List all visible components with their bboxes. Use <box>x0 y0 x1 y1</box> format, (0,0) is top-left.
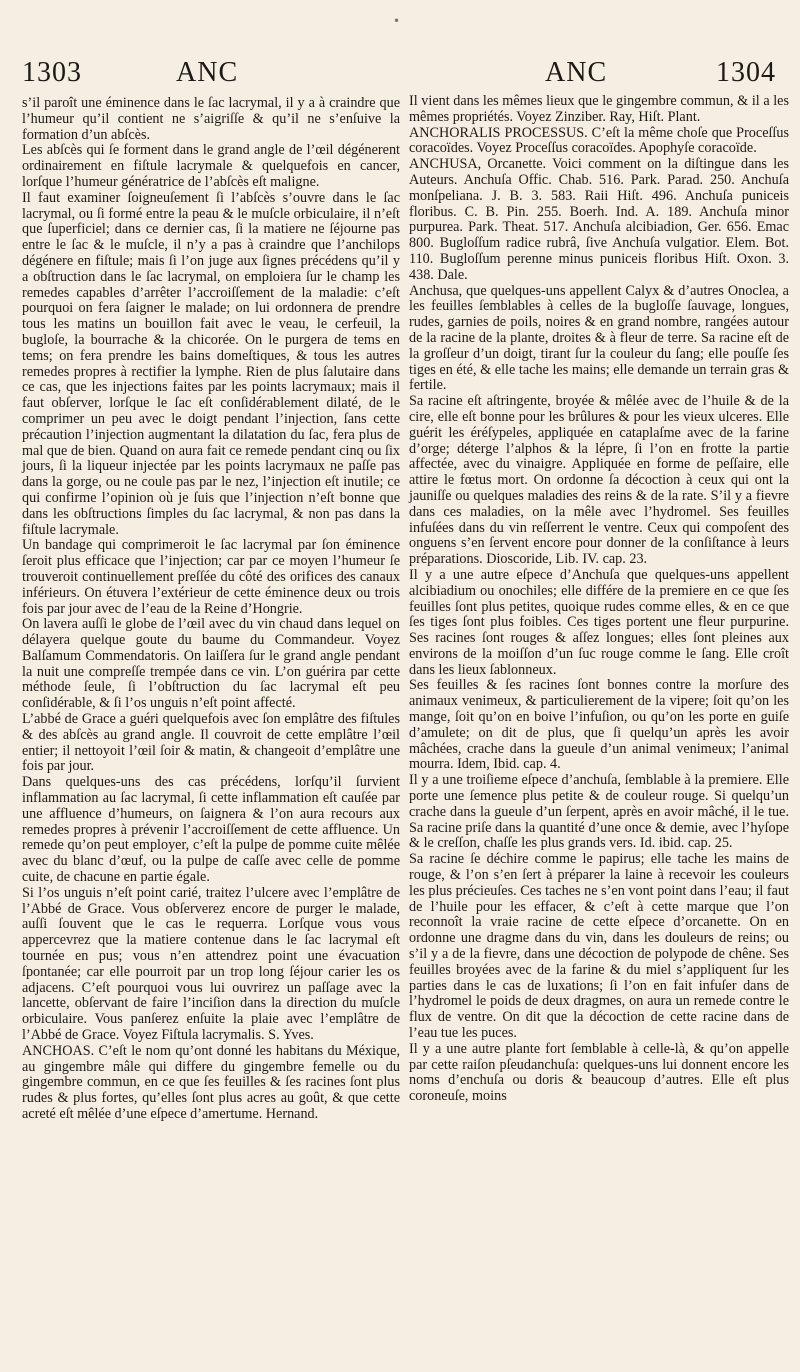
paragraph: Dans quelques-uns des cas précédens, lorſqu’il ſurvient inflammation au ſac lacrymal, ſi cette inflammation eſt cauſée par une affluence d’humeurs, on ſaignera & l’on aura recours aux remedes propres à prévenir l’accroiſſement de cette affluence. Un remede qu’on peut employer, c’eſt la pulpe de pomme cuite mêlée avec du blanc d’œuf, ou la pulpe de caſſe avec celle de pomme cuite, de chacune en partie égale. <box>22 774 400 886</box>
page-speck: • <box>393 14 401 28</box>
paragraph: Un bandage qui comprimeroit le ſac lacrymal par ſon éminence ſeroit plus efficace que l’injection; car par ce moyen l’humeur ſe trouveroit continuellement preſſée du côté des orifices des canaux inférieurs. On étuvera l’extérieur de cette éminence deux ou trois fois par jour avec de l’eau de la Reine d’Hongrie. <box>22 537 400 617</box>
entry-anchusa: ANCHUSA, Orcanette. Voici comment on la diſtingue dans les Auteurs. Anchuſa Offic. Chab. 516. Park. Parad. 250. Anchuſa monſpeliana. J. B. 3. 583. Raii Hiſt. 496. Anchuſa puniceis floribus. C. B. Pin. 255. Boerh. Ind. A. 189. Anchuſa minor purpurea. Park. Theat. 517. Anchuſa alcibiadion, Ger. 656. Emac 800. Bugloſſum radice rubrâ, ſive Anchuſa vulgatior. Elem. Bot. 110. Bugloſſum perenne minus puniceis floribus Hiſt. Oxon. 3. 438. Dale. <box>409 156 789 283</box>
entry-anchoralis-processus: ANCHORALIS PROCESSUS. C’eſt la même choſe que Proceſſus coracoïdes. Voyez Proceſſus coracoïdes. Apophyſe coracoïde. <box>409 124 789 157</box>
paragraph: Sa racine ſe déchire comme le papirus; elle tache les mains de rouge, & l’on s’en ſert à préparer la laine à recevoir les couleurs les plus précieuſes. Ces taches ne s’en vont point dans l’eau; il faut de l’huile pour les effacer, & c’eſt à cette marque que l’on reconnoît la vraie racine de cette eſpece d’orcanette. On en ordonne une dragme dans du vin, dans les douleurs de reins; ou s’il y a de la fievre, dans une décoction de polypode de chêne. Ses feuilles broyées avec de la farine & du miel s’appliquent ſur les parties dans le cas de luxations; ſi l’on en fait infuſer dans de l’hydromel le poids de deux dragmes, on aura un remede contre le flux de ventre. On dit que la décoction de cette racine dans de l’eau tue les puces. <box>409 851 789 1042</box>
paragraph: Anchusa, que quelques-uns appellent Calyx & d’autres Onoclea, a les feuilles ſemblables à celles de la bugloſſe ſauvage, longues, rudes, garnies de poils, noires & en grand nombre, rangées autour de la racine de la plante, droites & à fleur de terre. Sa racine eſt de la groſſeur d’un doigt, tirant ſur la couleur du ſang; elle pouſſe ſes tiges en été, & elle tache les mains; elle demande un terrain gras & fertile. <box>409 282 789 394</box>
page-header <box>0 58 800 98</box>
left-page-number: 1303 <box>22 57 82 88</box>
paragraph: L’abbé de Grace a guéri quelquefois avec ſon emplâtre des fiſtules & des abſcès au grand angle. Il couvroit de cette emplâtre l’œil entier; il nettoyoit l’œil ſoir & matin, & changeoit d’emplâtre une fois par jour. <box>22 711 400 775</box>
paragraph: Sa racine eſt aſtringente, broyée & mêlée avec de l’huile & de la cire, elle eſt bonne pour les brûlures & pour les vieux ulceres. Elle guérit les éréſypeles, appliquée en cataplaſme avec de la farine d’orge; déterge l’alphos & la lépre, ſi l’on en frotte la partie affectée, avec du vinaigre. Appliquée en forme de peſſaire, elle attire le fœtus mort. On ordonne ſa décoction à ceux qui ont la jauniſſe ou quelques maladies des reins & de la rate. S’il y a fievre dans ces maladies, on la mêle avec l’hydromel. Ses feuilles infuſées dans du vin reſſerrent le ventre. Ceux qui compoſent des onguens s’en ſervent encore pour donner de la conſiſtance à leurs préparations. Dioscoride, Lib. IV. cap. 23. <box>409 393 789 568</box>
paragraph: Il y a une troiſieme eſpece d’anchuſa, ſemblable à la premiere. Elle porte une ſemence plus petite & de couleur rouge. Si quelqu’un crache dans la gueule d’un ſerpent, après en avoir mâché, il le tue. Sa racine priſe dans la quantité d’une once & demie, avec l’hyſope & le creſſon, chaſſe les plus grands vers. Id. ibid. cap. 25. <box>409 772 789 852</box>
entry-anchoas: ANCHOAS. C’eſt le nom qu’ont donné les habitans du Méxique, au gingembre mâle qui differe du gingembre femelle ou du gingembre commun, en ce que ſes feuilles & ſes racines ſont plus rudes & plus fortes, qu’elles ſont plus acres au goût, & que cette acreté eſt mêlée d’une eſpece d’amertume. Hernand. <box>22 1042 400 1122</box>
right-column <box>409 94 789 1105</box>
right-running-head: ANC <box>545 57 608 88</box>
left-running-head: ANC <box>176 57 239 88</box>
left-column <box>22 96 400 1123</box>
paragraph: Ses feuilles & ſes racines ſont bonnes contre la morſure des animaux venimeux, & particulierement de la vipere; ſoit qu’on les mange, ſoit qu’on en boive l’infuſion, ou qu’on les porte en guiſe d’amulete; on dit de plus, que ſi quelqu’un après les avoir mâchées, crache dans la gueule d’un animal venimeux; l’animal mourra. Idem, Ibid. cap. 4. <box>409 677 789 773</box>
paragraph: Les abſcès qui ſe forment dans le grand angle de l’œil dégénerent ordinairement en fiſtule lacrymale & quelquefois en cancer, lorſque l’humeur génératrice de l’abſcès eſt maligne. <box>22 142 400 190</box>
paragraph: Il y a une autre plante fort ſemblable à celle-là, & qu’on appelle par cette raiſon pſeudanchuſa: quelques-uns lui donnent encore les noms d’enchuſa ou doris & beaucoup d’autres. Elle eſt plus coroneuſe, moins <box>409 1040 789 1105</box>
right-page-number: 1304 <box>716 57 776 88</box>
paragraph: Si l’os unguis n’eſt point carié, traitez l’ulcere avec l’emplâtre de l’Abbé de Grace. Vous obſerverez encore de purger le malade, auſſi ſouvent que le cas le requerra. Lorſque vous vous appercevrez que la matiere contenue dans le ſac lacrymal eſt tournée en pus; vous n’en attendrez point une évacuation ſpontanée; car elle pourroit par un trop long ſéjour carier les os adjacens. C’eſt pourquoi vous lui ouvrirez un paſſage avec la lancette, obſervant de faire l’inciſion dans la direction du muſcle orbiculaire. Vous panſerez enſuite la plaie avec l’emplâtre de l’Abbé de Grace. Voyez Fiſtula lacrymalis. S. Yves. <box>22 884 400 1044</box>
paragraph: Il faut examiner ſoigneuſement ſi l’abſcès s’ouvre dans le ſac lacrymal, ou ſi formé entre la peau & le muſcle orbiculaire, il n’eſt que ſuperficiel; dans ce dernier cas, ſi la matiere ne ſéjourne pas entre le ſac & le muſcle, il n’y a pas à craindre que l’anchilops dégénere en fiſtule; mais ſi l’on juge aux ſignes précédens qu’il y a obſtruction dans le ſac lacrymal, on emploiera ſur le champ les remedes capables d’arrêter l’accroiſſement de la maladie: c’eſt pourquoi on fera ſaigner le malade; on lui ordonnera de prendre tous les matins un bouillon fait avec le veau, le cerfeuil, la bugloſe, la bourrache & la chicorée. On le purgera de tems en tems; on fera prendre les bains domeſtiques, & tous les autres remedes propres à rectifier la lymphe. Rien de plus ſalutaire dans ce cas, que les injections faites par les points lacrymaux; mais il faut obſerver, lorſque le ſac eſt conſidérablement dilaté, de le comprimer un peu avec le doigt pendant l’injection, ſans cette précaution l’injection augmentant la dilatation du ſac, fera plus de mal que de bien. Quand on aura fait ce remede pendant cinq ou ſix jours, ſi la liqueur injectée par les points lacrymaux ne paſſe pas dans la gorge, ou ne coule pas par le nez, l’injection eſt inutile; ce qui confirme l’opinion où je ſuis que l’injection n’eſt bonne que dans les obſtructions ſimples du ſac lacrymal, & non pas dans la fiſtule lacrymale. <box>22 189 400 538</box>
paragraph: Il vient dans les mêmes lieux que le gingembre commun, & il a les mêmes propriétés. Voyez Zinziber. Ray, Hiſt. Plant. <box>409 93 789 125</box>
paragraph: On lavera auſſi le globe de l’œil avec du vin chaud dans lequel on délayera quelque goute du baume du Commandeur. Voyez Balſamum Commendatoris. On laiſſera ſur le grand angle pendant la nuit une compreſſe trempée dans ce vin. L’on guérira par cette méthode ſeule, ſi l’obſtruction du ſac lacrymal eſt peu conſidérable, & ſi l’os unguis n’eſt point affecté. <box>22 616 400 712</box>
paragraph: Il y a une autre eſpece d’Anchuſa que quelques-uns appellent alcibiadium ou onochiles; elle différe de la premiere en ce que ſes feuilles ſont plus petites, quoique rudes comme elles, & en ce que ſes tiges ſont plus foibles. Ces tiges portent une fleur purpurine. Ses racines ſont rouges & aſſez longues; elles ſont pleines aux environs de la moiſſon d’un ſuc rouge comme le ſang. Elle croît dans les lieux ſablonneux. <box>409 566 789 678</box>
paragraph: s’il paroît une éminence dans le ſac lacrymal, il y a à craindre que l’humeur qu’il contient ne s’aigriſſe & qu’il ne s’enſuive la formation d’un abſcès. <box>22 95 400 143</box>
